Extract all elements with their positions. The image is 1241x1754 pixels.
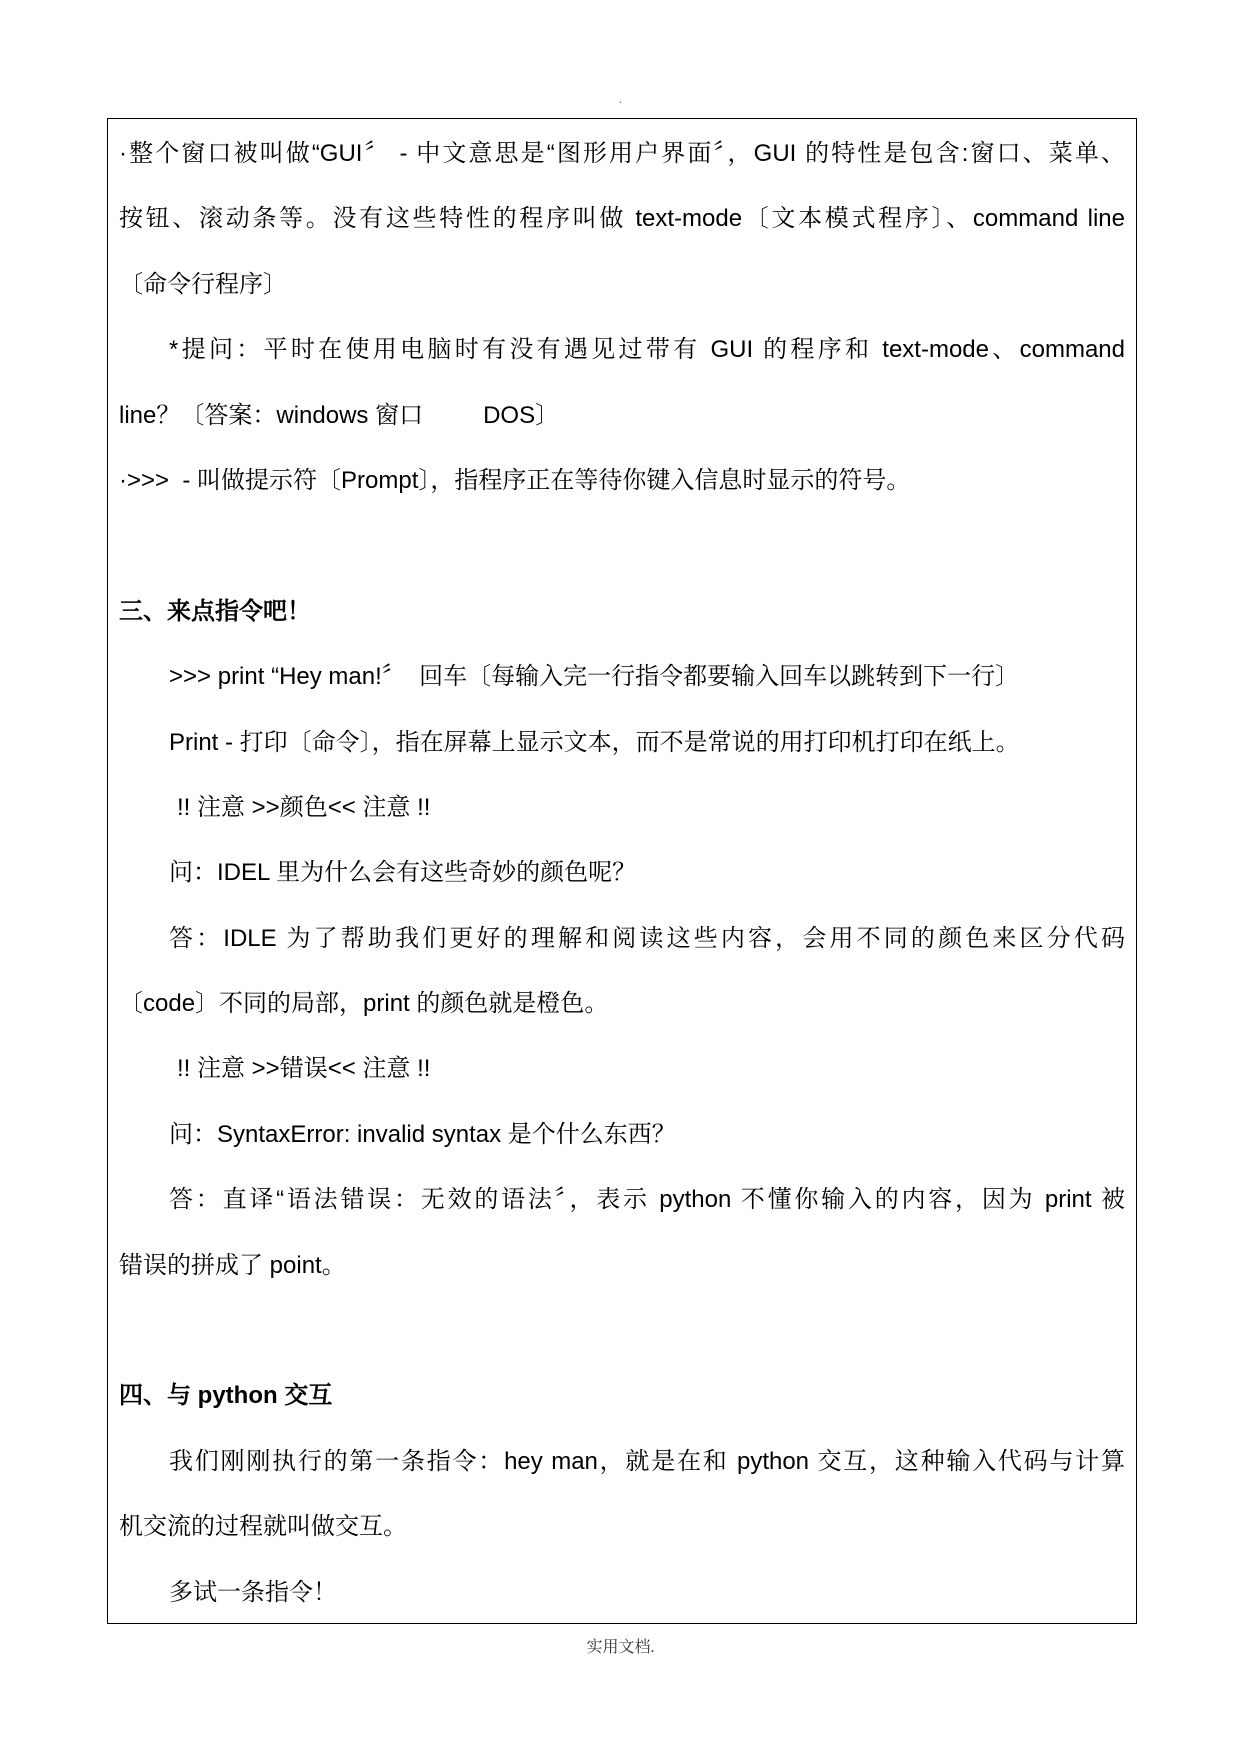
interaction-line: 我们刚刚执行的第一条指令：hey man，就是在和 python 交互，这种输入代码与计算 <box>169 1447 1125 1475</box>
colour-answer-paragraph <box>119 906 1125 1037</box>
error-answer-paragraph <box>119 1167 1125 1298</box>
question-line: *提问：平时在使用电脑时有没有遇见过带有 GUI 的程序和 text-mode、command <box>169 336 1125 364</box>
colour-answer-line: 答：IDLE 为了帮助我们更好的理解和阅读这些内容，会用不同的颜色来区分代码 <box>169 924 1125 952</box>
gui-note-line: ·整个窗口被叫做“GUI〞 - 中文意思是“图形用户界面〞，GUI 的特性是包含:窗口、菜单、 <box>119 140 1125 167</box>
colour-answer-line: 〔code〕不同的局部，print 的颜色就是橙色。 <box>119 990 609 1018</box>
content-box <box>107 118 1137 1624</box>
header-mark: . <box>619 92 622 106</box>
print-note: Print - 打印〔命令〕，指在屏幕上显示文本，而不是常说的用打印机打印在纸上。 <box>169 728 1020 756</box>
gui-note-line: 〔命令行程序〕 <box>119 270 287 298</box>
error-answer-line: 答：直译“语法错误：无效的语法〞，表示 python 不懂你输入的内容，因为 print 被 <box>169 1186 1125 1214</box>
blank-line <box>119 513 1125 578</box>
question-paragraph <box>119 317 1125 448</box>
interaction-paragraph <box>119 1429 1125 1560</box>
section-four <box>119 1363 1125 1624</box>
gui-note-paragraph <box>119 121 1125 317</box>
question-answer-line: line？〔答案：windows 窗口 DOS〕 <box>119 401 560 429</box>
error-notice: !! 注意 >>错误<< 注意 !! <box>177 1055 431 1083</box>
colour-notice: !! 注意 >>颜色<< 注意 !! <box>177 793 431 821</box>
command-example: >>> print “Hey man!〞 回车〔每输入完一行指令都要输入回车以跳转到下一行〕 <box>169 663 1020 691</box>
section-heading: 三、来点指令吧！ <box>119 597 311 625</box>
colour-question: 问：IDEL 里为什么会有这些奇妙的颜色呢？ <box>169 859 637 887</box>
try-more-line: 多试一条指令！ <box>169 1578 337 1606</box>
gui-note-line: 按钮、滚动条等。没有这些特性的程序叫做 text-mode〔文本模式程序〕、command line <box>119 205 1125 233</box>
interaction-line: 机交流的过程就叫做交互。 <box>119 1513 407 1541</box>
error-answer-line: 错误的拼成了 point。 <box>119 1251 346 1279</box>
section-three <box>119 579 1125 1298</box>
blank-line <box>119 1298 1125 1363</box>
prompt-note: ·>>> - 叫做提示符〔Prompt〕，指程序正在等待你键入信息时显示的符号。 <box>119 466 911 494</box>
page-footer: 实用文档. <box>586 1639 655 1656</box>
error-question: 问：SyntaxError: invalid syntax 是个什么东西？ <box>169 1120 676 1148</box>
section-heading: 四、与 python 交互 <box>119 1382 333 1410</box>
